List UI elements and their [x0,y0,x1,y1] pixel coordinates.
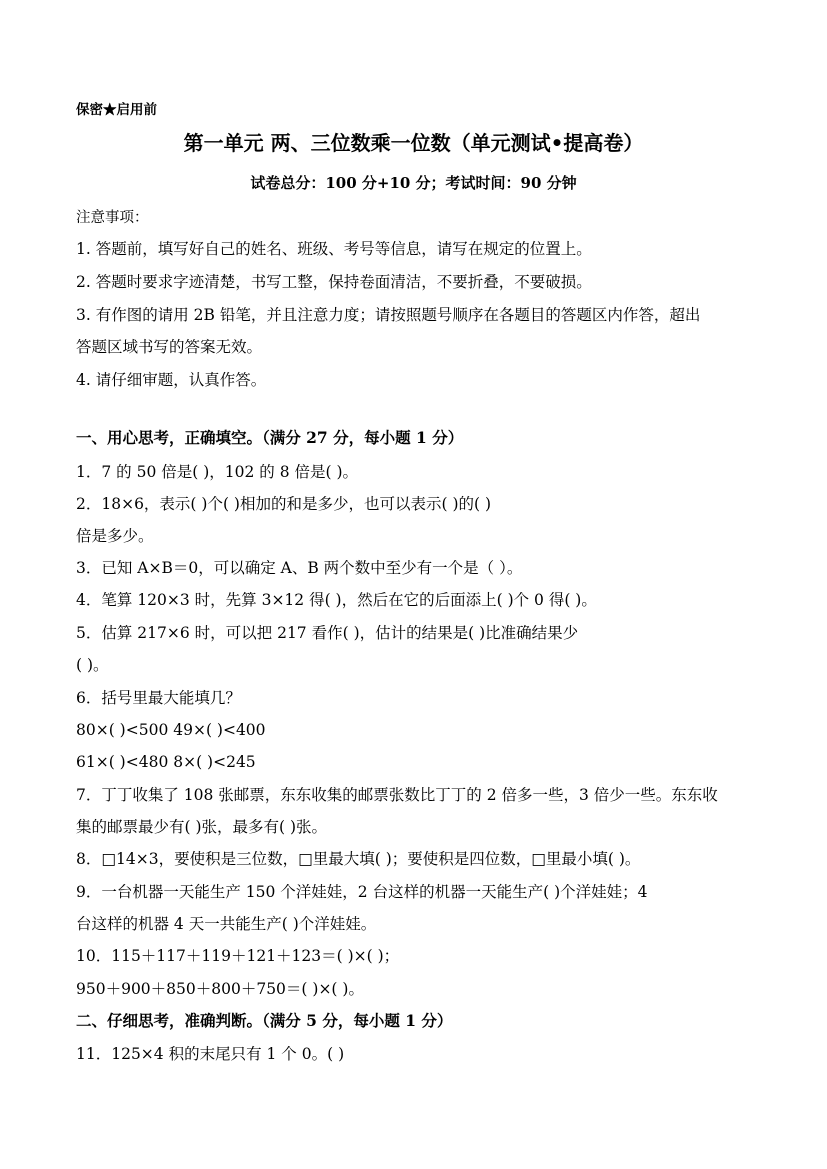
question-line: 61×( )<480 8×( )<245 [76,753,256,771]
question-line: 台这样的机器 4 天一共能生产( )个洋娃娃。 [76,915,377,933]
question-line: 1．7 的 50 倍是( )，102 的 8 倍是( )。 [76,463,358,481]
note-item: 1. 答题前，填写好自己的姓名、班级、考号等信息，请写在规定的位置上。 [76,240,592,258]
confidential-label: 保密★启用前 [76,102,157,118]
question-line: 11．125×4 积的末尾只有 1 个 0。( ) [76,1045,345,1063]
notes-heading: 注意事项： [76,210,149,226]
exam-info: 试卷总分：100 分+10 分；考试时间：90 分钟 [250,174,577,192]
question-line: 4．笔算 120×3 时，先算 3×12 得( )，然后在它的后面添上( )个 0 得( )。 [76,591,597,609]
question-line: 集的邮票最少有( )张，最多有( )张。 [76,818,328,836]
question-line: 10．115＋117＋119＋121＋123＝( )×( )； [76,947,400,965]
note-item: 答题区域书写的答案无效。 [76,338,263,356]
section-1-heading: 一、用心思考，正确填空。（满分 27 分，每小题 1 分） [76,428,464,447]
note-item: 2. 答题时要求字迹清楚，书写工整，保持卷面清洁，不要折叠，不要破损。 [76,273,592,291]
question-line: 6．括号里最大能填几？ [76,689,241,707]
note-item: 3. 有作图的请用 2B 铅笔，并且注意力度；请按照题号顺序在各题目的答题区内作答，超出 [76,306,701,324]
section-2-heading: 二、仔细思考，准确判断。（满分 5 分，每小题 1 分） [76,1011,453,1030]
question-line: 7．丁丁收集了 108 张邮票，东东收集的邮票张数比丁丁的 2 倍多一些，3 倍少一些。东东收 [76,786,718,804]
question-line: 950＋900＋850＋800＋750＝( )×( )。 [76,980,364,998]
question-line: 8．□14×3，要使积是三位数，□里最大填( )；要使积是四位数，□里最小填( )。 [76,850,641,868]
page-title: 第一单元 两、三位数乘一位数（单元测试•提高卷） [183,131,644,155]
question-line: ( )。 [76,656,109,674]
question-line: 5．估算 217×6 时，可以把 217 看作( )，估计的结果是( )比准确结果少 [76,624,579,642]
note-item: 4. 请仔细审题，认真作答。 [76,371,267,389]
question-line: 倍是多少。 [76,527,154,545]
question-line: 2．18×6，表示( )个( )相加的和是多少，也可以表示( )的( ) [76,495,492,513]
question-line: 9．一台机器一天能生产 150 个洋娃娃，2 台这样的机器一天能生产( )个洋娃娃；4 [76,883,648,901]
question-line: 80×( )<500 49×( )<400 [76,721,266,739]
question-line: 3．已知 A×B＝0，可以确定 A、B 两个数中至少有一个是（ ）。 [76,559,523,577]
